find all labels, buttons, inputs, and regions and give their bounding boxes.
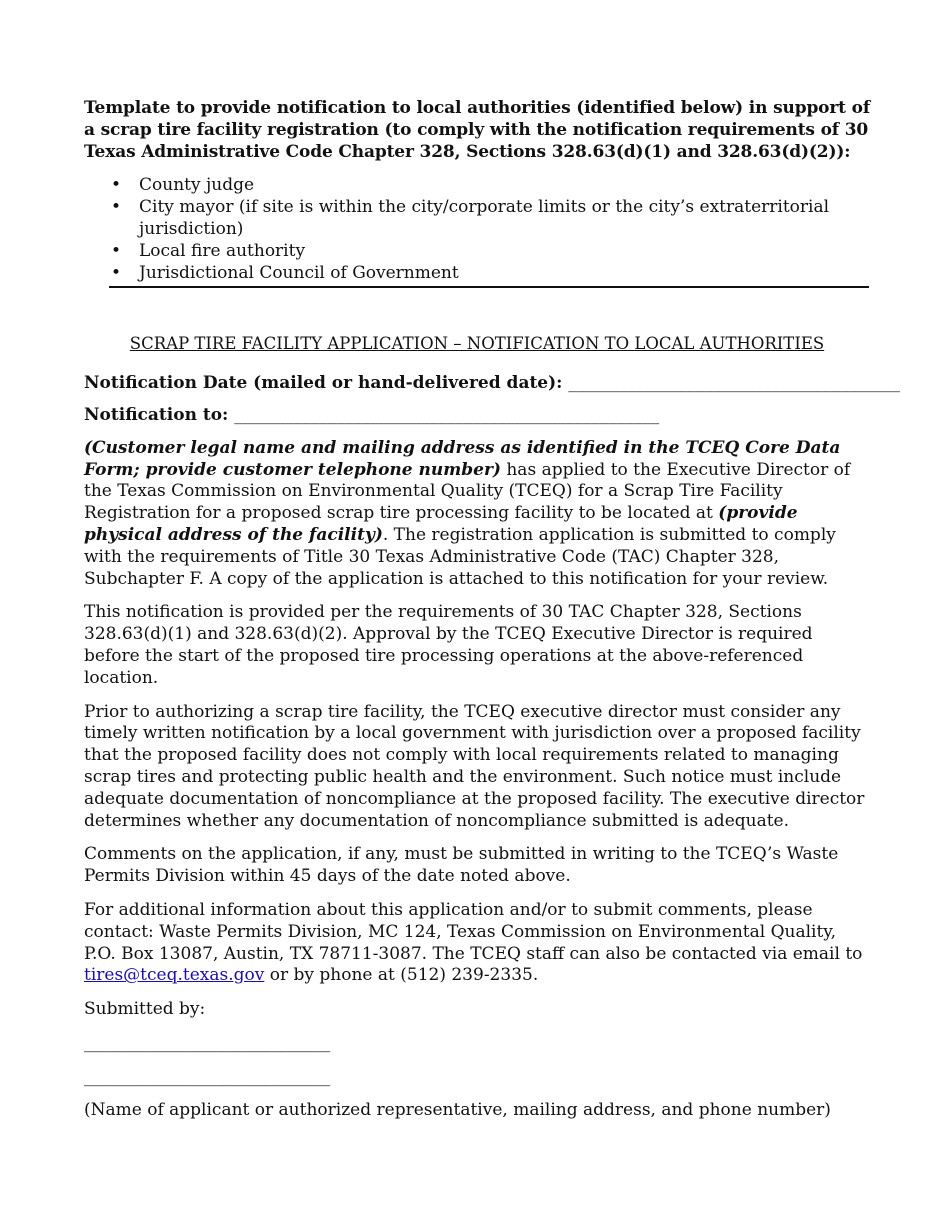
notification-to-blank: __________________________________________________ xyxy=(234,404,660,425)
bullet-icon: • xyxy=(111,262,122,283)
list-item: • Jurisdictional Council of Government xyxy=(111,262,459,283)
intro-text: Template to provide notification to local authorities (identified below) in support of a scrap tire facility registration (to comply with the notification requirements of 30 Texas Administrative Code Chapter 328, Sections 328.63(d)(1) and 328.63(d)(2)): xyxy=(84,98,871,162)
notification-to-label: Notification to: xyxy=(84,404,229,425)
address-placeholder: (provide physical address of the facility) xyxy=(84,503,798,545)
bullet-icon: • xyxy=(111,240,122,261)
customer-placeholder: (Customer legal name and mailing address as identified in the TCEQ Core Data Form; provide customer telephone number) xyxy=(84,437,841,480)
paragraph-comments: Comments on the application, if any, must be submitted in writing to the TCEQ’s Waste Permits Division within 45 days of the date noted above. xyxy=(84,844,839,887)
signature-caption: (Name of applicant or authorized representative, mailing address, and phone number) xyxy=(84,1100,831,1121)
notification-to-field xyxy=(84,405,870,427)
paragraph-authorization: Prior to authorizing a scrap tire facility, the TCEQ executive director must consider any timely written notification by a local government with jurisdiction over a proposed facility that the proposed facility does not comply with local requirements related to managing scrap tires and protecting public health and the environment. Such notice must include adequate documentation of noncompliance at the proposed facility. The executive director determines whether any documentation of noncompliance submitted is adequate. xyxy=(84,701,865,831)
notification-date-field xyxy=(84,373,900,395)
submitted-by-label: Submitted by: xyxy=(84,999,206,1020)
paragraph-contact: For additional information about this application and/or to submit comments, please contact: Waste Permits Division, MC 124, Texas Commission on Environmental Quality, P.O. Box 13087, Austin, TX 78711-3087. The TCEQ staff can also be contacted via email to tires@tceq.texas.gov or by phone at (512) 239-2335. xyxy=(84,899,863,986)
bullet-icon: • xyxy=(111,197,122,218)
document-page xyxy=(84,98,900,1122)
paragraph-application: (Customer legal name and mailing address as identified in the TCEQ Core Data Form; provide customer telephone number) has applied to the Executive Director of the Texas Commission on Environmental Quality (TCEQ) for a Scrap Tire Facility Registration for a proposed scrap tire processing facility to be located at (provide physical address of the facility). The registration application is submitted to comply with the requirements of Title 30 Texas Administrative Code (TAC) Chapter 328, Subchapter F. A copy of the application is attached to this notification for your review. xyxy=(84,437,851,589)
paragraph-requirements: This notification is provided per the requirements of 30 TAC Chapter 328, Sections 328.63(d)(1) and 328.63(d)(2). Approval by the TCEQ Executive Director is required before the start of the proposed tire processing operations at the above-referenced location. xyxy=(84,602,813,688)
list-item: • City mayor (if site is within the city/corporate limits or the city’s extraterritorial jurisdiction) xyxy=(111,197,830,239)
bullet-icon: • xyxy=(111,175,122,196)
list-item: • County judge xyxy=(111,175,255,196)
page-title: SCRAP TIRE FACILITY APPLICATION – NOTIFICATION TO LOCAL AUTHORITIES xyxy=(129,334,825,354)
signature-line: ______________________________ xyxy=(84,1032,331,1053)
signature-line: ______________________________ xyxy=(84,1066,331,1087)
notification-date-blank: _______________________________________ xyxy=(568,373,900,394)
email-link[interactable]: tires@tceq.texas.gov xyxy=(84,965,265,986)
notification-date-label: Notification Date (mailed or hand-delivered date): xyxy=(84,373,563,394)
authorities-list xyxy=(84,175,870,284)
list-item: • Local fire authority xyxy=(111,240,306,261)
horizontal-divider xyxy=(109,286,869,288)
